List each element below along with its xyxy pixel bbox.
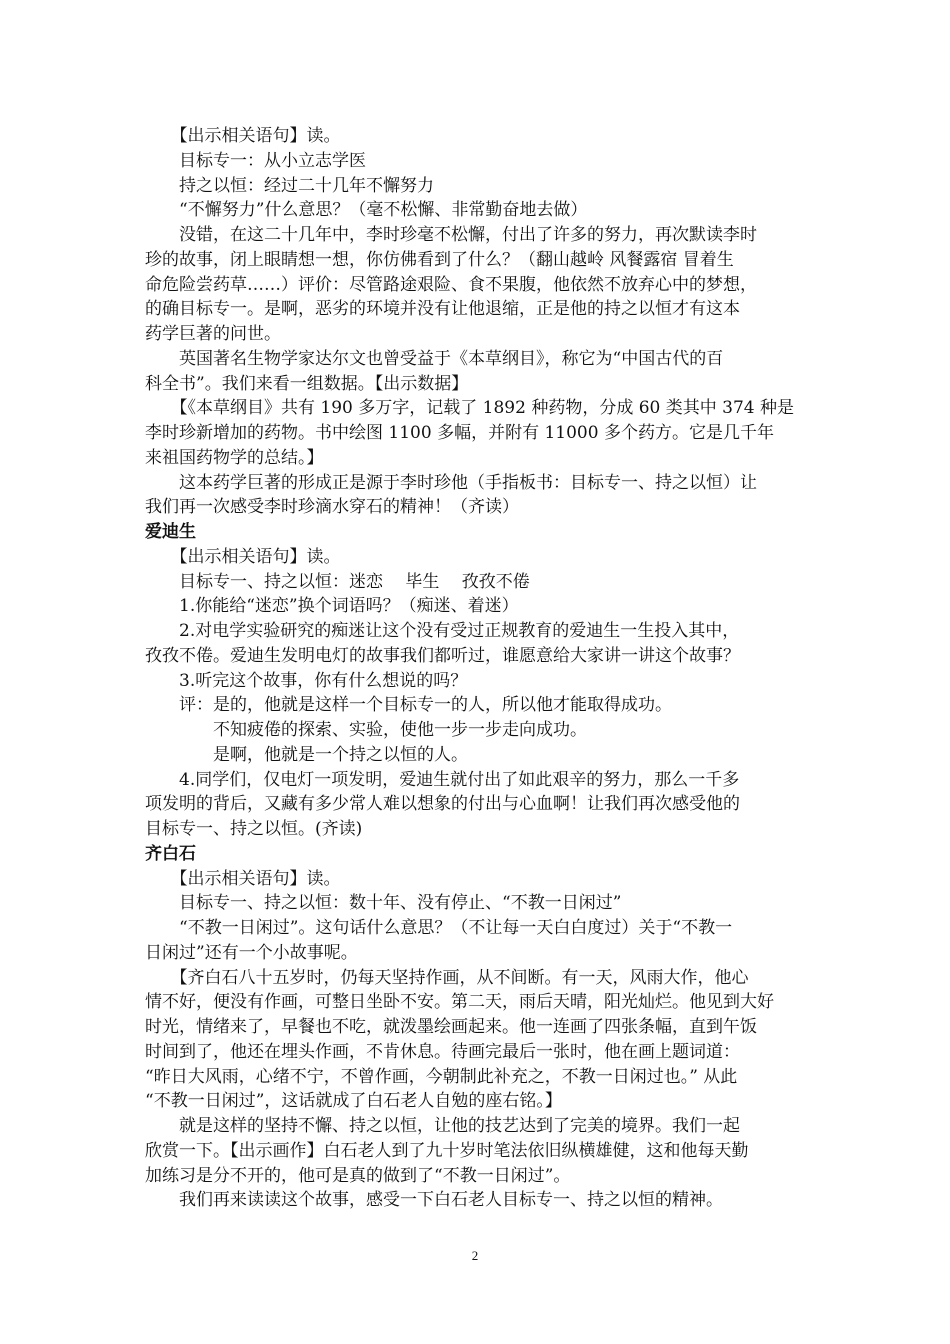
text-line: 就是这样的坚持不懈、持之以恒，让他的技艺达到了完美的境界。我们一起: [145, 1116, 740, 1136]
text-line: “不教一日闲过”。这句话什么意思？（不让每一天白白度过）关于“不教一: [145, 918, 733, 938]
text-line: 【出示相关语句】读。: [145, 126, 341, 146]
text-line: 我们再来读读这个故事，感受一下白石老人目标专一、持之以恒的精神。: [145, 1190, 723, 1211]
heading-qi-baishi: 齐白石: [145, 843, 196, 864]
text-line: 目标专一、持之以恒：迷恋 毕生 孜孜不倦: [145, 571, 530, 592]
text-line: 英国著名生物学家达尔文也曾受益于《本草纲目》，称它为“中国古代的百: [145, 348, 724, 369]
text-line: 4.同学们，仅电灯一项发明，爱迪生就付出了如此艰辛的努力，那么一千多: [145, 769, 740, 790]
text-line: 【出示相关语句】读。: [145, 868, 341, 889]
text-line: “不教一日闲过”，这话就成了白石老人自勉的座右铭。】: [145, 1091, 562, 1112]
text-line: 【《本草纲目》共有 190 多万字，记载了 1892 种药物，分成 60 类其中 374 种是: [145, 398, 795, 419]
text-line: 孜孜不倦。爱迪生发明电灯的故事我们都听过，谁愿意给大家讲一讲这个故事？: [145, 645, 740, 666]
text-line: 2.对电学实验研究的痴迷让这个没有受过正规教育的爱迪生一生投入其中，: [145, 621, 740, 641]
text-line: “不懈努力”什么意思？（毫不松懈、非常勤奋地去做）: [145, 200, 588, 221]
text-line: 时光，情绪来了，早餐也不吃，就泼墨绘画起来。他一连画了四张条幅，直到午饭: [145, 1017, 757, 1037]
text-line: 目标专一、持之以恒。(齐读): [145, 819, 363, 839]
text-line: 情不好，便没有作画，可整日坐卧不安。第二天，雨后天晴，阳光灿烂。他见到大好: [145, 992, 774, 1013]
text-line: 日闲过”还有一个小故事呢。: [145, 942, 358, 963]
text-line: 1.你能给“迷恋”换个词语吗？（痴迷、着迷）: [145, 596, 519, 617]
text-line: 目标专一、持之以恒：数十年、没有停止、“不教一日闲过”: [145, 893, 622, 914]
text-line: 目标专一：从小立志学医: [145, 150, 366, 171]
text-line: 珍的故事，闭上眼睛想一想，你仿佛看到了什么？（翻山越岭 风餐露宿 冒着生: [145, 249, 734, 270]
text-line: 加练习是分不开的，他可是真的做到了“不教一日闲过”。: [145, 1165, 571, 1186]
text-line: 评：是的，他就是这样一个目标专一的人，所以他才能取得成功。: [145, 695, 672, 716]
text-line: 命危险尝药草……）评价：尽管路途艰险、食不果腹，他依然不放弃心中的梦想，: [145, 274, 757, 295]
text-line: 来祖国药物学的总结。】: [145, 447, 324, 468]
text-line: 药学巨著的问世。: [145, 324, 281, 344]
text-line: 【出示相关语句】读。: [145, 546, 341, 567]
text-line: 项发明的背后，又藏有多少常人难以想象的付出与心血啊！让我们再次感受他的: [145, 794, 740, 815]
text-line: 这本药学巨著的形成正是源于李时珍他（手指板书：目标专一、持之以恒）让: [145, 472, 757, 493]
text-line: 没错，在这二十几年中，李时珍毫不松懈，付出了许多的努力，再次默读李时: [145, 225, 757, 245]
text-line: 持之以恒：经过二十几年不懈努力: [145, 175, 434, 196]
text-line: 【齐白石八十五岁时，仍每天坚持作画，从不间断。有一天，风雨大作，他心: [145, 967, 749, 988]
text-line: 李时珍新增加的药物。书中绘图 1100 多幅，并附有 11000 多个药方。它是几千年: [145, 423, 774, 443]
text-line: 欣赏一下。【出示画作】白石老人到了九十岁时笔法依旧纵横雄健，这和他每天勤: [145, 1140, 749, 1161]
text-line: 3.听完这个故事，你有什么想说的吗？: [145, 670, 468, 691]
text-line: 时间到了，他还在埋头作画，不肯休息。待画完最后一张时，他在画上题词道：: [145, 1041, 740, 1062]
page-number: 2: [471, 1248, 479, 1263]
text-line: 我们再一次感受李时珍滴水穿石的精神！（齐读）: [145, 497, 519, 518]
text-line: 科全书”。我们来看一组数据。【出示数据】: [145, 373, 469, 394]
text-line: “昨日大风雨，心绪不宁，不曾作画，今朝制此补充之，不教一日闲过也。” 从此: [145, 1066, 738, 1087]
text-line: 是啊，他就是一个持之以恒的人。: [145, 744, 468, 765]
heading-edison: 爱迪生: [145, 522, 196, 542]
text-line: 的确目标专一。是啊，恶劣的环境并没有让他退缩，正是他的持之以恒才有这本: [145, 299, 740, 320]
text-line: 不知疲倦的探索、实验，使他一步一步走向成功。: [145, 720, 587, 740]
